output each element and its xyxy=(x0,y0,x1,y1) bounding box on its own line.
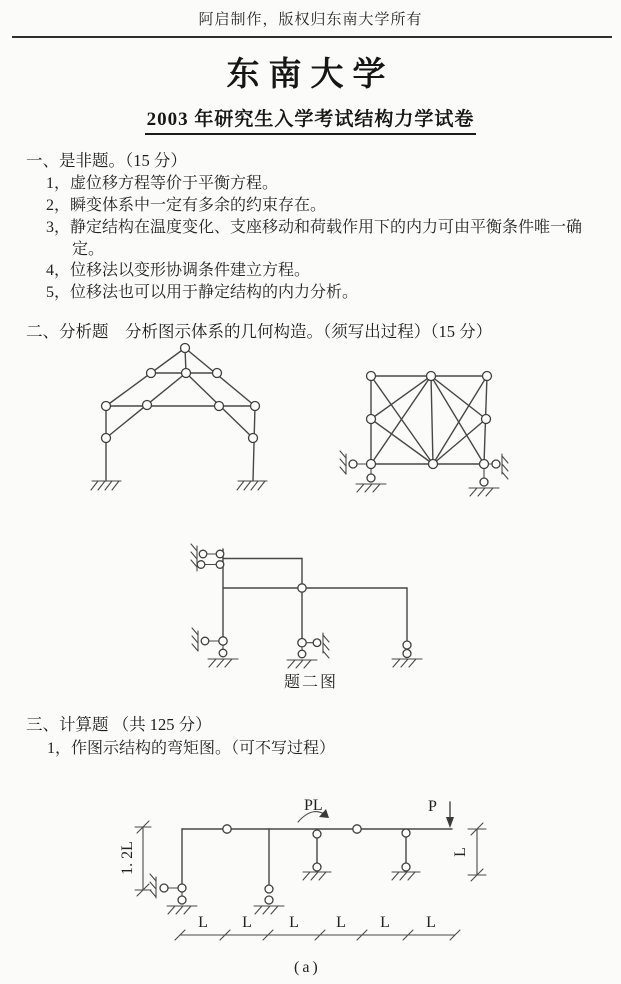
supports xyxy=(150,872,420,914)
figure-a-caption: (a) xyxy=(294,959,321,976)
span-dim-label: L xyxy=(426,914,436,931)
header-rule xyxy=(12,36,612,38)
section-three-heading: 三、计算题 （共 125 分） xyxy=(26,715,212,734)
page-subtitle-wrap xyxy=(0,104,621,135)
figure-a-text xyxy=(119,797,469,931)
figure-two-frame xyxy=(190,542,420,670)
span-dim-label: L xyxy=(198,914,208,931)
tf-item-4: 4，位移法以变形协调条件建立方程。 xyxy=(46,262,311,279)
calc-item-1: 1，作图示结构的弯矩图。（可不写过程） xyxy=(47,740,336,757)
tf-item-3-cont: 定。 xyxy=(72,241,105,258)
figure-two-right-truss xyxy=(338,364,516,499)
load-label: P xyxy=(428,798,437,815)
span-dim-label: L xyxy=(242,914,252,931)
page-subtitle: 2003 年研究生入学考试结构力学试卷 xyxy=(145,104,477,135)
tf-item-3: 3，静定结构在温度变化、支座移动和荷载作用下的内力可由平衡条件唯一确 xyxy=(46,219,583,236)
beam-hinges xyxy=(160,825,410,904)
frame-members xyxy=(223,549,407,643)
truss-members xyxy=(106,348,255,481)
tf-item-2: 2，瞬变体系中一定有多余的约束存在。 xyxy=(46,197,327,214)
fixed-supports xyxy=(91,481,267,490)
figure-two-left-truss xyxy=(85,340,280,498)
section-two-heading: 二、分析题 分析图示体系的几何构造。（须写出过程）（15 分） xyxy=(26,322,493,341)
page-credit: 阿启制作，版权归东南大学所有 xyxy=(198,12,423,28)
truss-hinges xyxy=(102,344,260,443)
load-arrow xyxy=(446,802,454,828)
frame-hinges xyxy=(197,550,411,658)
span-dim-label: L xyxy=(289,914,299,931)
span-dim-label: L xyxy=(380,914,390,931)
figure-two-caption: 题二图 xyxy=(284,674,339,691)
right-dim-label: L xyxy=(452,847,469,857)
bottom-supports xyxy=(192,628,422,668)
span-dim-label: L xyxy=(336,914,346,931)
moment-label: PL xyxy=(304,797,323,814)
frame-members xyxy=(371,376,487,464)
tf-item-5: 5，位移法也可以用于静定结构的内力分析。 xyxy=(46,284,359,301)
tf-item-1: 1，虚位移方程等价于平衡方程。 xyxy=(46,175,279,192)
height-dim-label: 1. 2L xyxy=(119,841,136,875)
section-one-heading: 一、是非题。（15 分） xyxy=(26,151,187,170)
page-title: 东南大学 xyxy=(226,57,395,93)
figure-a-beam xyxy=(108,788,493,983)
